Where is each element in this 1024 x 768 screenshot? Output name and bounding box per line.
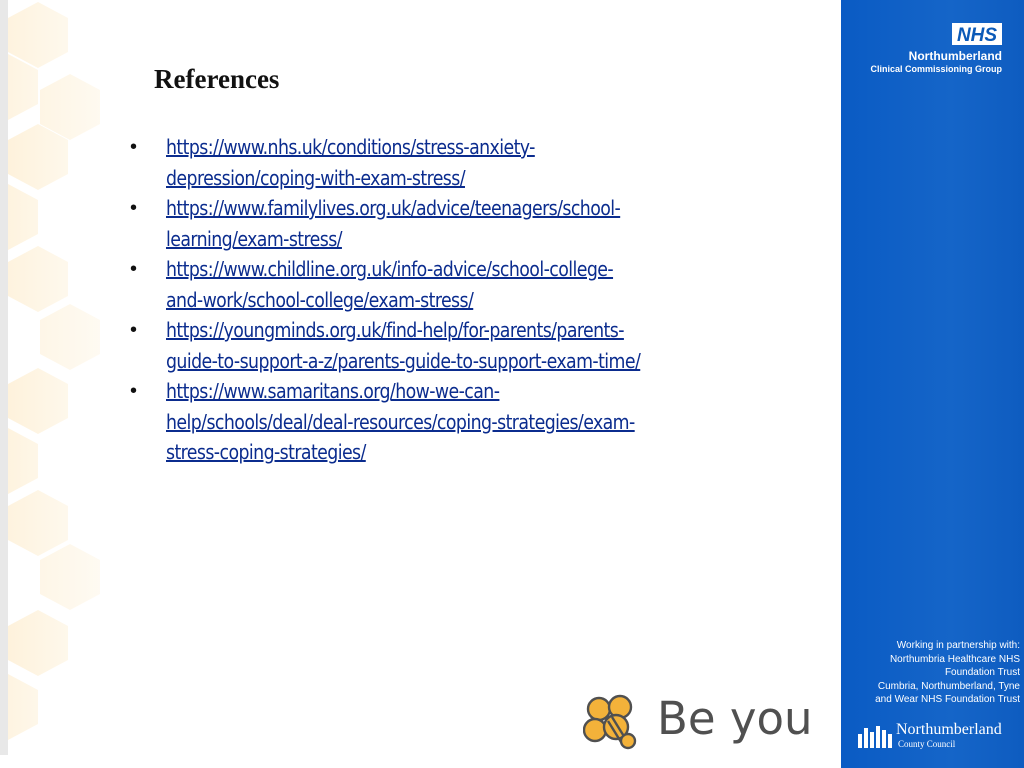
hexagon-pattern-decoration [0,0,110,768]
beyou-logo-text: Be you [657,692,813,745]
list-item [130,193,830,254]
reference-link-nhs-line-2[interactable]: depression/coping-with-exam-stress/ [166,165,465,190]
bullet-icon: • [130,136,138,158]
partnership-line: Foundation Trust [944,667,1020,679]
bullet-icon: • [130,380,138,402]
ccg-org-subtitle: Clinical Commissioning Group [870,64,1002,74]
bullet-icon: • [130,197,138,219]
partnership-line: Northumbria Healthcare NHS [889,653,1020,665]
council-name: Northumberland [896,721,1002,738]
bee-logo-icon [583,694,643,750]
reference-link-childline-line-1[interactable]: https://www.childline.org.uk/info-advice/school-college- [166,257,614,281]
partnership-text [846,639,1020,707]
nhs-badge-text: NHS [956,25,998,45]
nhs-logo-icon [952,23,1002,45]
reference-link-youngminds-line-2[interactable]: guide-to-support-a-z/parents-guide-to-support-exam-time/ [166,348,641,373]
reference-link-samaritans-line-1[interactable]: https://www.samaritans.org/how-we-can- [166,379,500,403]
list-item [130,254,830,315]
reference-link-samaritans-line-2[interactable]: help/schools/deal/deal-resources/coping-strategies/exam- [166,409,635,434]
ccg-org-name: Northumberland [908,49,1002,63]
list-item [130,132,830,193]
partnership-line: Cumbria, Northumberland, Tyne [877,680,1020,692]
page-title: References [154,64,280,94]
partnership-line: Working in partnership with: [896,640,1020,651]
bullet-icon: • [130,319,138,341]
reference-link-youngminds-line-1[interactable]: https://youngminds.org.uk/find-help/for-parents/parents- [166,318,624,342]
reference-link-childline-line-2[interactable]: and-work/school-college/exam-stress/ [166,287,474,312]
list-item [130,315,830,376]
reference-link-samaritans-line-3[interactable]: stress-coping-strategies/ [166,440,366,464]
reference-link-nhs-line-1[interactable]: https://www.nhs.uk/conditions/stress-anxiety- [166,135,535,159]
reference-link-familylives-line-2[interactable]: learning/exam-stress/ [166,226,342,251]
reference-list [130,132,830,468]
partnership-line: and Wear NHS Foundation Trust [875,694,1020,706]
list-item [130,376,830,468]
council-subtitle: County Council [898,739,956,749]
left-edge-strip [0,0,8,755]
bullet-icon: • [130,258,138,280]
reference-link-familylives-line-1[interactable]: https://www.familylives.org.uk/advice/teenagers/school- [166,196,621,220]
council-crest-icon [858,724,892,748]
